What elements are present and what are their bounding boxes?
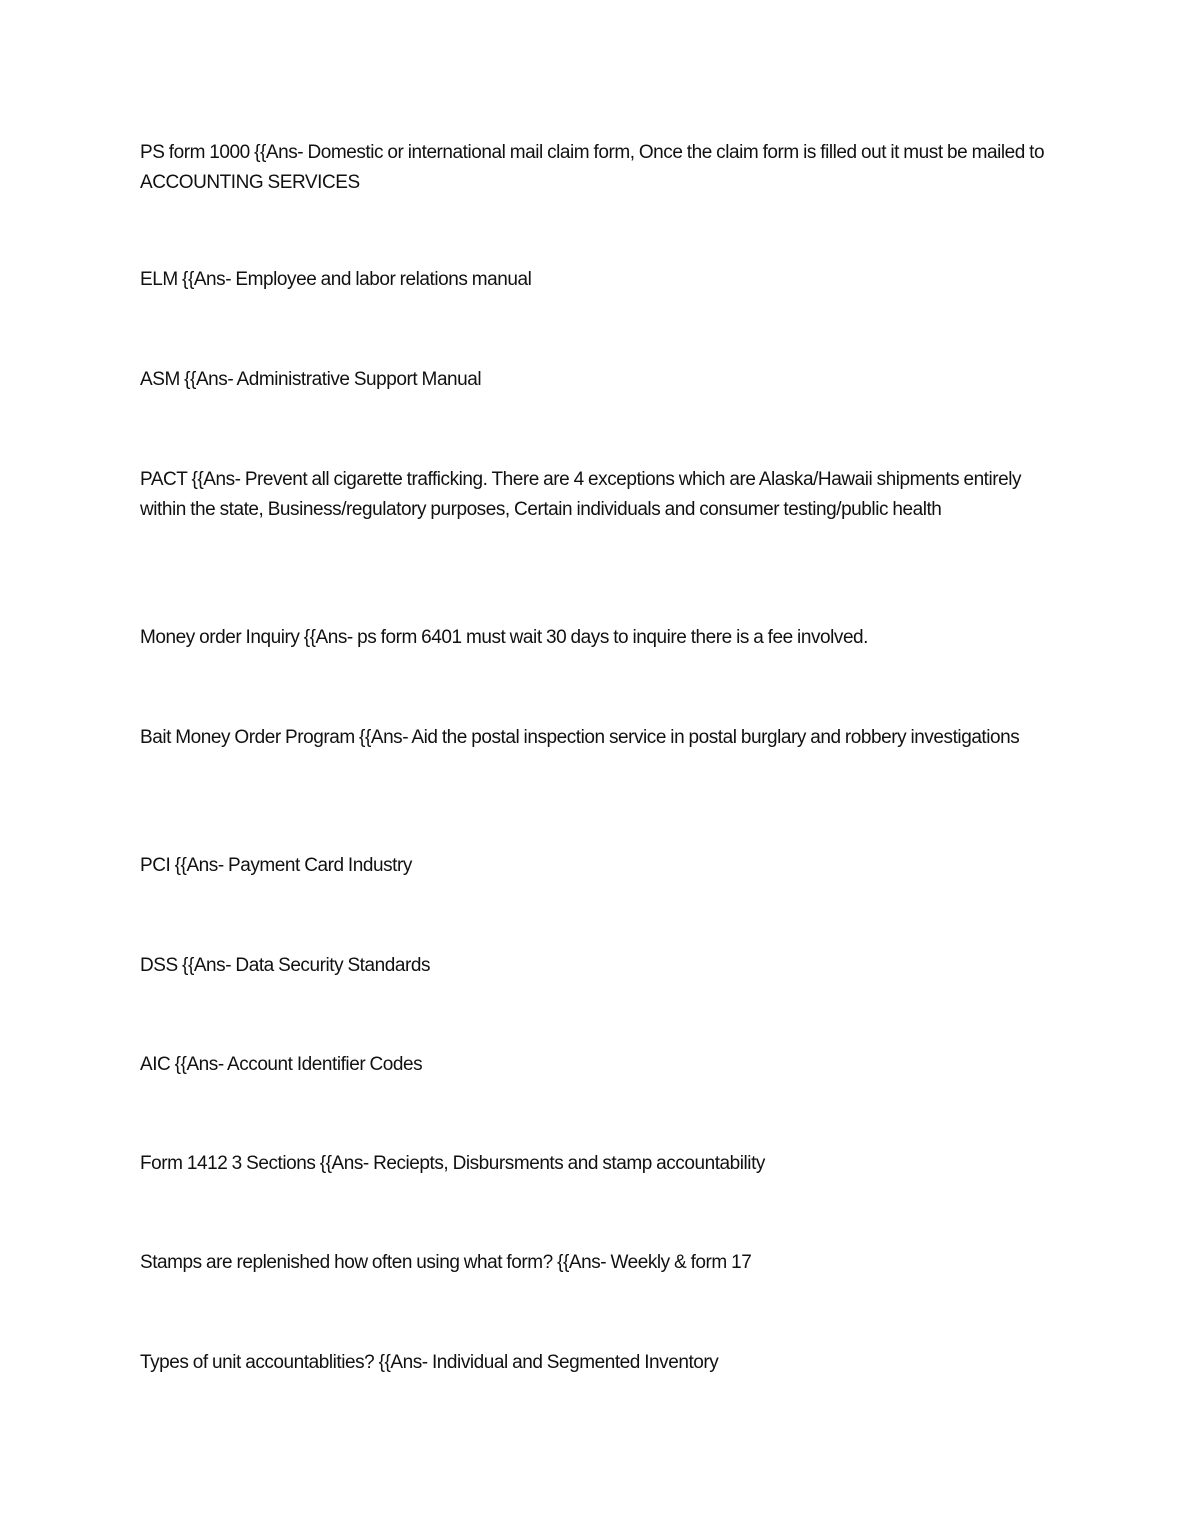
qa-entry-elm: ELM {{Ans- Employee and labor relations manual — [140, 269, 532, 290]
qa-entry-ps-form-1000: PS form 1000 {{Ans- Domestic or international mail claim form, Once the claim form is filled out it must be mailed to ACCOUNTING SERVICES — [140, 142, 1045, 193]
qa-entry-asm: ASM {{Ans- Administrative Support Manual — [140, 369, 482, 390]
qa-entry-money-order-inquiry: Money order Inquiry {{Ans- ps form 6401 must wait 30 days to inquire there is a fee involved. — [140, 627, 869, 648]
qa-entry-unit-accountabilities: Types of unit accountablities? {{Ans- Individual and Segmented Inventory — [140, 1352, 719, 1373]
qa-entry-aic: AIC {{Ans- Account Identifier Codes — [140, 1054, 423, 1075]
qa-entry-stamps-replenished: Stamps are replenished how often using what form? {{Ans- Weekly & form 17 — [140, 1252, 752, 1273]
qa-entry-dss: DSS {{Ans- Data Security Standards — [140, 955, 431, 976]
qa-entry-bait-money-order: Bait Money Order Program {{Ans- Aid the postal inspection service in postal burglary and robbery investigations — [140, 727, 1020, 748]
qa-entry-pact: PACT {{Ans- Prevent all cigarette trafficking. There are 4 exceptions which are Alaska/Hawaii shipments entirely within the state, Business/regulatory purposes, Certain individuals and consumer testing/public health — [140, 469, 1022, 520]
qa-entry-form-1412: Form 1412 3 Sections {{Ans- Reciepts, Disbursments and stamp accountability — [140, 1153, 765, 1174]
qa-entry-pci: PCI {{Ans- Payment Card Industry — [140, 855, 412, 876]
